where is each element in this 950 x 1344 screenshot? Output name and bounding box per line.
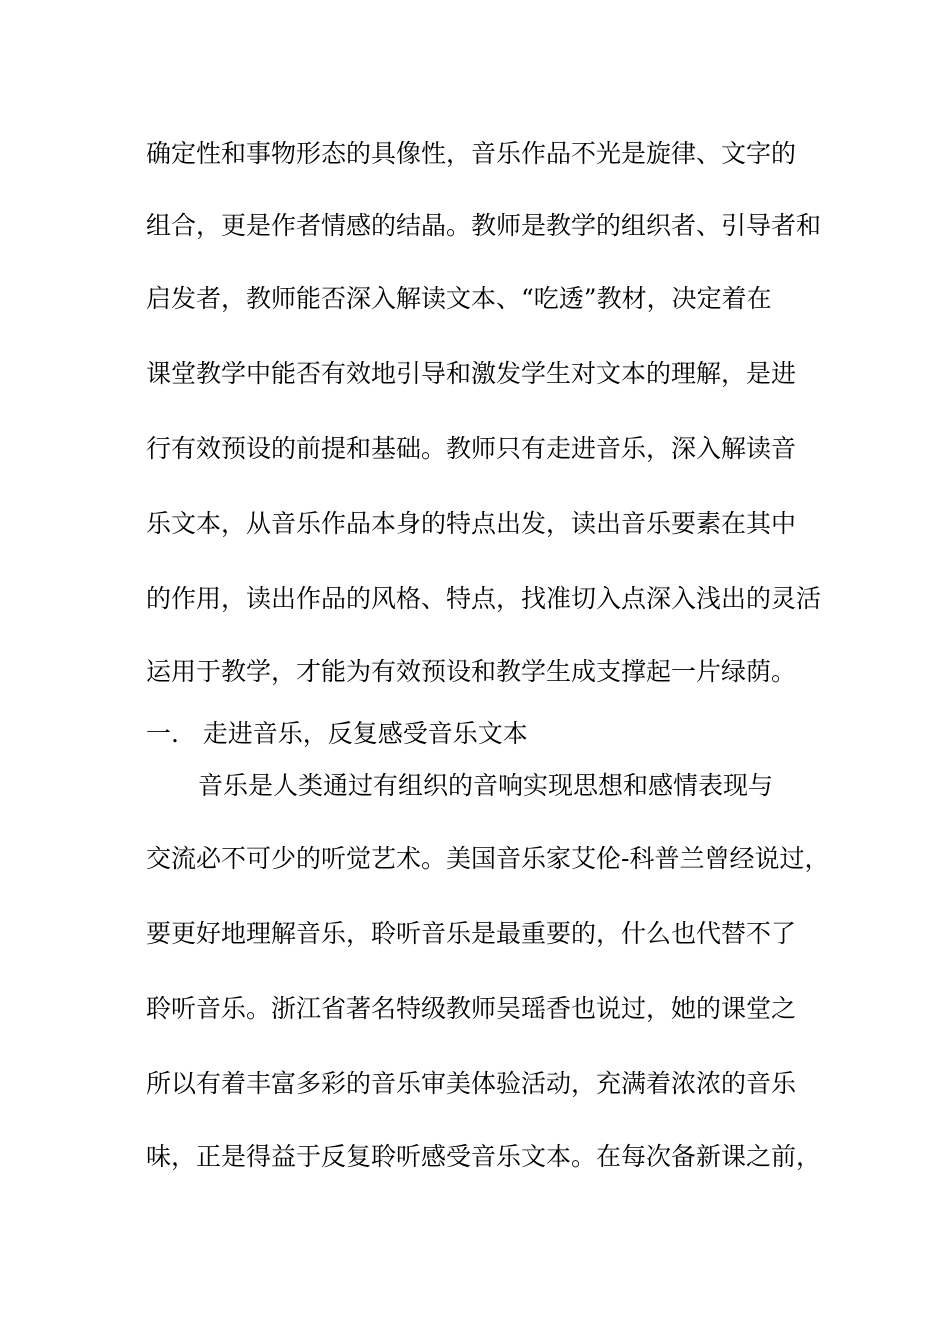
paragraph-1-line-7: 的作用，读出作品的风格、特点，找准切入点深入浅出的灵活 (146, 584, 822, 613)
paragraph-1-line-6: 乐文本，从音乐作品本身的特点出发，读出音乐要素在其中 (146, 509, 797, 538)
paragraph-1-line-4: 课堂教学中能否有效地引导和激发学生对文本的理解，是进 (146, 359, 797, 388)
paragraph-2-line-1: 音乐是人类通过有组织的音响实现思想和感情表现与 (198, 771, 774, 800)
paragraph-1-line-5: 行有效预设的前提和基础。教师只有走进音乐，深入解读音 (146, 434, 797, 463)
paragraph-1-line-3: 启发者，教师能否深入解读文本、“吃透”教材，决定着在 (146, 284, 772, 313)
section-heading: 一. 走进音乐，反复感受音乐文本 (146, 719, 528, 748)
paragraph-1-line-2: 组合，更是作者情感的结晶。教师是教学的组织者、引导者和 (146, 211, 822, 240)
paragraph-2-line-5: 所以有着丰富多彩的音乐审美体验活动，充满着浓浓的音乐 (146, 1069, 797, 1098)
paragraph-2-line-3: 要更好地理解音乐，聆听音乐是最重要的，什么也代替不了 (146, 919, 797, 948)
paragraph-1-line-8: 运用于教学，才能为有效预设和教学生成支撑起一片绿荫。 (146, 657, 797, 686)
paragraph-2-line-6: 味，正是得益于反复聆听感受音乐文本。在每次备新课之前， (146, 1142, 822, 1171)
paragraph-2-line-4: 聆听音乐。浙江省著名特级教师吴瑶香也说过，她的课堂之 (146, 994, 797, 1023)
paragraph-1-line-1: 确定性和事物形态的具像性，音乐作品不光是旋律、文字的 (146, 139, 797, 168)
paragraph-2-line-2: 交流必不可少的听觉艺术。美国音乐家艾伦-科普兰曾经说过， (146, 844, 830, 873)
